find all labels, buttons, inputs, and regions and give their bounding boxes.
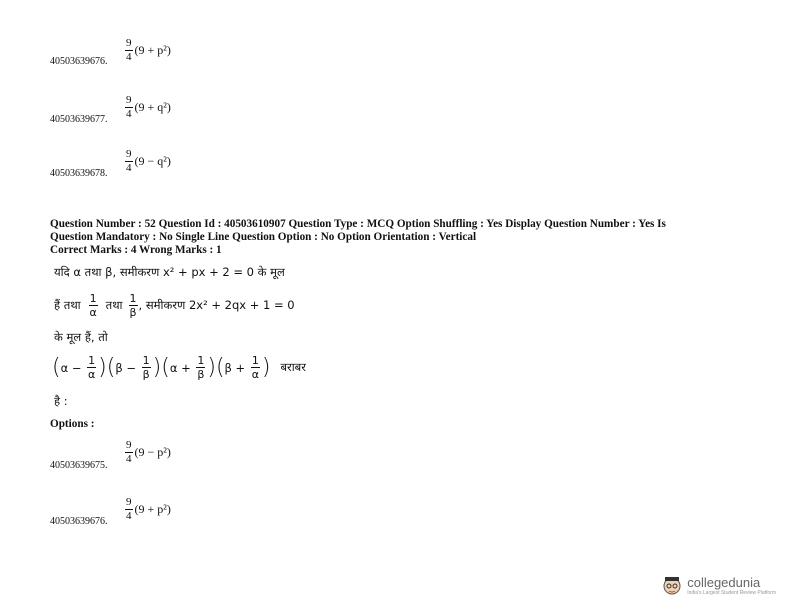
fraction: $\frac{9}{4}$ xyxy=(126,496,132,522)
question-meta-line: Question Mandatory : No Single Line Question Option : No Option Orientation : Vertical xyxy=(50,231,477,243)
fraction: $\frac{1}{\alpha}$ xyxy=(89,292,97,319)
option-expression: $\frac{9}{4}$ (9 + q²) xyxy=(126,94,171,120)
question-line-5: है : xyxy=(54,394,68,408)
option-id: 40503639677. xyxy=(50,114,108,125)
fraction: $\frac{1}{\beta}$ xyxy=(197,354,205,381)
question-line-2: हैं तथा $\frac{1}{\alpha}$ तथा $\frac{1}{\beta}$ , समीकरण 2x² + 2qx + 1 = 0 xyxy=(54,292,295,319)
mascot-icon xyxy=(661,574,683,596)
fraction: $\frac{9}{4}$ xyxy=(126,148,132,174)
fraction: $\frac{9}{4}$ xyxy=(126,439,132,465)
option-expression: $\frac{9}{4}$ (9 − q²) xyxy=(126,148,171,174)
question-line-3: के मूल हैं, तो xyxy=(54,330,108,344)
question-meta xyxy=(50,218,770,257)
collegedunia-logo xyxy=(661,574,776,596)
option-expression: $\frac{9}{4}$ (9 + p²) xyxy=(126,37,171,63)
options-label: Options : xyxy=(50,418,95,430)
option-expression: $\frac{9}{4}$ (9 + p²) xyxy=(126,496,171,522)
question-meta-line: Question Number : 52 Question Id : 40503610907 Question Type : MCQ Option Shuffling : Yes Display Question Number : Yes Is xyxy=(50,218,666,230)
question-line-1: यदि α तथा β, समीकरण x² + px + 2 = 0 के मूल xyxy=(54,265,285,279)
option-id: 40503639676. xyxy=(50,56,108,67)
fraction: $\frac{1}{\beta}$ xyxy=(142,354,150,381)
logo-tagline: India's Largest Student Review Platform xyxy=(687,589,776,596)
fraction: $\frac{1}{\alpha}$ xyxy=(88,354,96,381)
fraction: $\frac{9}{4}$ xyxy=(126,94,132,120)
option-id: 40503639676. xyxy=(50,516,108,527)
question-marks: Correct Marks : 4 Wrong Marks : 1 xyxy=(50,244,222,256)
option-expression: $\frac{9}{4}$ (9 − p²) xyxy=(126,439,171,465)
fraction: $\frac{9}{4}$ xyxy=(126,37,132,63)
fraction: $\frac{1}{\alpha}$ xyxy=(251,354,259,381)
option-id: 40503639675. xyxy=(50,460,108,471)
question-expression: ( α − $\frac{1}{\alpha}$ ) ( β − $\frac{1}{\beta}$ ) ( α + $\frac{1}{\beta}$ ) ( β + $\frac{1}{\alpha}$ ) बराबर xyxy=(52,354,306,381)
fraction: $\frac{1}{\beta}$ xyxy=(129,292,137,319)
logo-name: collegedunia xyxy=(687,574,761,590)
option-id: 40503639678. xyxy=(50,168,108,179)
